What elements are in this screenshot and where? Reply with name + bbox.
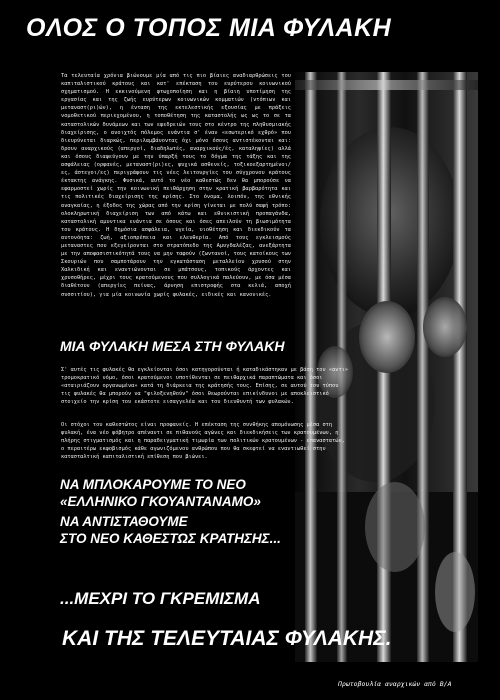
paragraph-2: Οι στόχοι του καθεστώτος είναι προφανείς. Η επέκταση της συνθήκης απομόνωσης μέσα στη φυλακή, ένα νέο φόβητρο απέναντι σε πιθανούς αγώνες και διεκδικήσεις των κρατουμένων, η πλήρης στιγματισμός και η παραδειγματική τιμωρία των πολιτικών κρατουμένων - επαναστατών, ο περαιτέρω εκφοβισμός κάθε αγωνιζόμενου ανθρώπου που θα σκεφτεί να εναντιωθεί στην κατασταλτική καπιταλιστική επίθεση που βιώνει. <box>61 422 345 461</box>
slogan-last-prison: ΚΑΙ ΤΗΣ ΤΕΛΕΥΤΑΙΑΣ ΦΥΛΑΚΗΣ. <box>62 627 392 650</box>
section-subtitle: ΜΙΑ ΦΥΛΑΚΗ ΜΕΣΑ ΣΤΗ ΦΥΛΑΚΗ <box>60 338 285 354</box>
paragraph-1: Σ' αυτές τις φυλακές θα εγκλείονται όσοι κατηγορούνται ή καταδικάστηκαν με βάση τον «αντι» τρομοκρατικό νόμο, όσοι κρατούμενοι υποτίθενται σε πειθαρχικά παραπτώματα και όσοι «αταιριάζουν οργανωμένα» κατά τη διάρκεια της κράτησής τους. Επίσης, σε αυτού του τύπου τις φυλακές θα μπορούν να "φιλοξενηθούν" όσοι θεωρούνται επικίνδυνοι με αποκλειστικό στοιχείο την κρίση του εκάστοτε εισαγγελέα και του διευθυντή των φυλακών. <box>61 367 349 406</box>
slogan-guantanamo: ΝΑ ΜΠΛΟΚΑΡΟΥΜΕ ΤΟ ΝΕΟ «ΕΛΛΗΝΙΚΟ ΓΚΟΥΑΝΤΑΝΑΜΟ» <box>60 477 261 509</box>
slogan-until-demolition: ...ΜΕΧΡΙ ΤΟ ΓΚΡΕΜΙΣΜΑ <box>60 589 261 608</box>
intro-text: Τα τελευταία χρόνια βιώνουμε μία από τις πιο βίαιες αναδιαρθρώσεις του καπιταλιστικού κράτους και κατ' επέκταση του ευρύτερου κοινωνικού σχηματισμού. Η εκκινούμενη φτωχοποίηση και η βίαιη υποτίμηση της εργασίας και της ζωής ευρύτερων κοινωνικών κομματιών (ντόπιων και μεταναστ(ρι)ών), η ένταση της εκτελεστικής εξουσίας με πράξεις νομοθετικού περιεχομένου, η τοποθέτηση της καταστολής ως ως το σε τα καταστολικών δυνάμεων και των εφεδρειών τους στο κέντρο της πληθυσμιακής διαχείρισης, ο ανοιχτός πόλεμος ενάντια σ' έναν «εσωτερικό εχθρό» που διευρύνεται διαρκώς, περιλαμβάνοντας όχι μόνο όσους αντιστέκονται και: δρουν αναρχικούς (απεργοί, διαδηλωτές, αναρχικούς/ές, καταληψίες) αλλά και όσους διαφεύγουν με την ύπαρξή τους το δόγμα της τάξης και της ασφάλειας (ορφανές, μεταναστ(ρι)ες, ψυχικά ασθενείς, τοξικοεξαρτημένοι/ες, άστεγοι/ες) περιγράφουν τις νέες λειτουργίες του σύγχρονου κράτους έκτακτης ανάγκης. Φυσικά, αυτό το νέο καθεστώς δεν θα μπορούσε να εφαρμοστεί χωρίς την κοινωνική πειθάρχηση στην κρατική βαρβαρότητα και τις πολιτικές διαχείρισης της κρίσης. Στο όνομα, λοιπόν, της εθνικής αναγκαίας, η έξοδος της χώρας από την κρίση γίνεται με πολύ σαφή τρόπο: ολοκληρωτική διαχείριση των από κάτω και εθνικιστική προπαγάνδα, καταστολική αμυντικα ενάντια σε όσους και όσες απειλούν τη βιωσιμότητα του κράτους. Η δημόσια ασφάλεια, υγεία, υιοθέτηση και διεκδικούν τα αυτονόητα: ζωή, αξιοπρέπεια και ελευθερία. Από τους εγκλεισμούς μεταναστες που εξεγείρονται στο στρατόπεδο της Αμυγδαλέζας, ανεξάρτητα με την αποφασιστικότητά τους να μην ταφούν (ζωντανοί, τους κατοίκους των Σκουριών που σαμποτάρουν την εγκατάσταση μεταλλείου χρυσού στην Χαλκιδική και εναντιώνονται σε μπάτσους, τοπικούς άρχοντες και χρυσοθήρες, μέχρι τους κρατούμενους που συλλογικά παλεύουν, με όσα μέσα διαθέτουν (απεργίες πείνας, άρνηση επιστροφής στα κελιά, αποχή συσσιτίου), για μία κοινωνία χωρίς φυλακές, ειδικές και κανονικές. <box>61 73 291 298</box>
footer-signature: Πρωτοβουλία αναρχικών από Β/Α <box>338 680 452 688</box>
poster-title: ΟΛΟΣ Ο ΤΟΠΟΣ ΜΙΑ ΦΥΛΑΚΗ <box>26 14 392 42</box>
slogan-resist: ΝΑ ΑΝΤΙΣΤΑΘΟΥΜΕ ΣΤΟ ΝΕΟ ΚΑΘΕΣΤΩΣ ΚΡΑΤΗΣΗΣ... <box>60 514 281 546</box>
